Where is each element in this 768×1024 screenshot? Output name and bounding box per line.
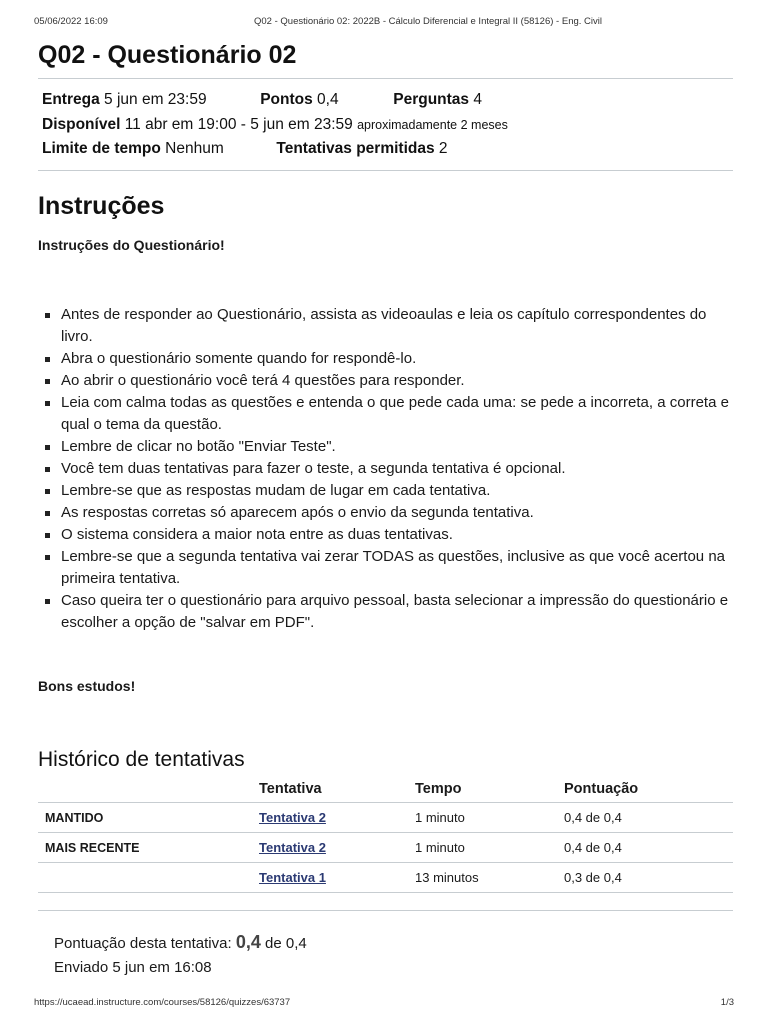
instructions-list bbox=[38, 304, 733, 634]
attempt-score-line bbox=[54, 930, 733, 956]
page-title: Q02 - Questionário 02 bbox=[38, 41, 297, 69]
table-row bbox=[38, 833, 733, 863]
list-item: Ao abrir o questionário você terá 4 questões para responder. bbox=[38, 370, 733, 392]
bullet-icon bbox=[45, 357, 50, 362]
print-document-title: Q02 - Questionário 02: 2022B - Cálculo Diferencial e Integral II (58126) - Eng. Civil bbox=[254, 16, 602, 27]
questions-label: Perguntas bbox=[393, 91, 470, 108]
bullet-icon bbox=[45, 511, 50, 516]
attempt-link[interactable]: Tentativa 2 bbox=[259, 810, 326, 825]
bullet-icon bbox=[45, 489, 50, 494]
quiz-details bbox=[38, 79, 733, 170]
details-row-2 bbox=[42, 113, 733, 138]
points-label: Pontos bbox=[260, 91, 313, 108]
instructions-closing: Bons estudos! bbox=[38, 677, 136, 694]
attempt-score: 0,4 de 0,4 bbox=[564, 803, 733, 833]
list-item: Lembre de clicar no botão "Enviar Teste". bbox=[38, 436, 733, 458]
due-value: 5 jun em 23:59 bbox=[104, 91, 207, 108]
attempt-status bbox=[38, 863, 259, 893]
available-label: Disponível bbox=[42, 115, 121, 133]
print-date: 05/06/2022 16:09 bbox=[34, 16, 108, 27]
attempt-score: 0,4 de 0,4 bbox=[564, 833, 733, 863]
details-row-3 bbox=[42, 137, 733, 162]
list-item: Antes de responder ao Questionário, assista as videoaulas e leia os capítulo correspondentes do livro. bbox=[38, 304, 733, 348]
bullet-icon bbox=[45, 445, 50, 450]
bullet-icon bbox=[45, 533, 50, 538]
quiz-content bbox=[38, 38, 733, 980]
instructions-subheading: Instruções do Questionário! bbox=[38, 236, 225, 253]
attempt-score: 0,3 de 0,4 bbox=[564, 863, 733, 893]
submission-summary bbox=[38, 930, 733, 980]
table-row bbox=[38, 803, 733, 833]
list-item: As respostas corretas só aparecem após o envio da segunda tentativa. bbox=[38, 502, 733, 524]
attempts-value: 2 bbox=[438, 140, 448, 157]
divider bbox=[38, 893, 733, 911]
bullet-icon bbox=[45, 467, 50, 472]
list-item: Leia com calma todas as questões e entenda o que pede cada uma: se pede a incorreta, a correta e qual o tema da questão. bbox=[38, 392, 733, 436]
attempt-time: 13 minutos bbox=[415, 863, 564, 893]
bullet-icon bbox=[45, 313, 50, 318]
print-url: https://ucaead.instructure.com/courses/58126/quizzes/63737 bbox=[34, 997, 291, 1008]
submitted-at: Enviado 5 jun em 16:08 bbox=[54, 959, 212, 976]
attempt-time: 1 minuto bbox=[415, 833, 564, 863]
list-item: Você tem duas tentativas para fazer o teste, a segunda tentativa é opcional. bbox=[38, 458, 733, 480]
list-item: Abra o questionário somente quando for respondê-lo. bbox=[38, 348, 733, 370]
list-item: O sistema considera a maior nota entre as duas tentativas. bbox=[38, 524, 733, 546]
points-value: 0,4 bbox=[317, 91, 339, 108]
column-header-score: Pontuação bbox=[564, 779, 733, 803]
divider bbox=[38, 170, 733, 171]
score-value: 0,4 bbox=[235, 932, 261, 952]
attempt-history-table bbox=[38, 779, 733, 894]
table-row bbox=[38, 863, 733, 893]
attempt-link[interactable]: Tentativa 2 bbox=[259, 840, 326, 855]
bullet-icon bbox=[45, 401, 50, 406]
column-header-time: Tempo bbox=[415, 779, 564, 803]
time-limit-label: Limite de tempo bbox=[42, 140, 161, 157]
bullet-icon bbox=[45, 555, 50, 560]
bullet-icon bbox=[45, 599, 50, 604]
time-limit-value: Nenhum bbox=[165, 140, 224, 157]
attempts-label: Tentativas permitidas bbox=[276, 140, 435, 157]
available-duration: aproximadamente 2 meses bbox=[357, 117, 508, 132]
attempt-link[interactable]: Tentativa 1 bbox=[259, 870, 326, 885]
list-item: Caso queira ter o questionário para arquivo pessoal, basta selecionar a impressão do questionário e escolher a opção de "salvar em PDF". bbox=[38, 590, 733, 634]
instructions-heading: Instruções bbox=[38, 191, 165, 220]
score-prefix: Pontuação desta tentativa: bbox=[54, 935, 232, 952]
table-header-row bbox=[38, 779, 733, 803]
details-row-1 bbox=[42, 88, 733, 113]
attempt-time: 1 minuto bbox=[415, 803, 564, 833]
column-header-status bbox=[38, 779, 259, 803]
score-suffix: de 0,4 bbox=[265, 935, 307, 952]
bullet-icon bbox=[45, 379, 50, 384]
available-value: 11 abr em 19:00 - 5 jun em 23:59 bbox=[124, 115, 353, 133]
column-header-attempt: Tentativa bbox=[259, 779, 415, 803]
list-item: Lembre-se que as respostas mudam de lugar em cada tentativa. bbox=[38, 480, 733, 502]
attempt-status: MAIS RECENTE bbox=[38, 833, 259, 863]
page-number: 1/3 bbox=[720, 997, 734, 1008]
due-label: Entrega bbox=[42, 91, 100, 108]
list-item: Lembre-se que a segunda tentativa vai zerar TODAS as questões, inclusive as que você acertou na primeira tentativa. bbox=[38, 546, 733, 590]
attempt-status: MANTIDO bbox=[38, 803, 259, 833]
questions-value: 4 bbox=[473, 91, 482, 108]
history-heading: Histórico de tentativas bbox=[38, 747, 245, 771]
